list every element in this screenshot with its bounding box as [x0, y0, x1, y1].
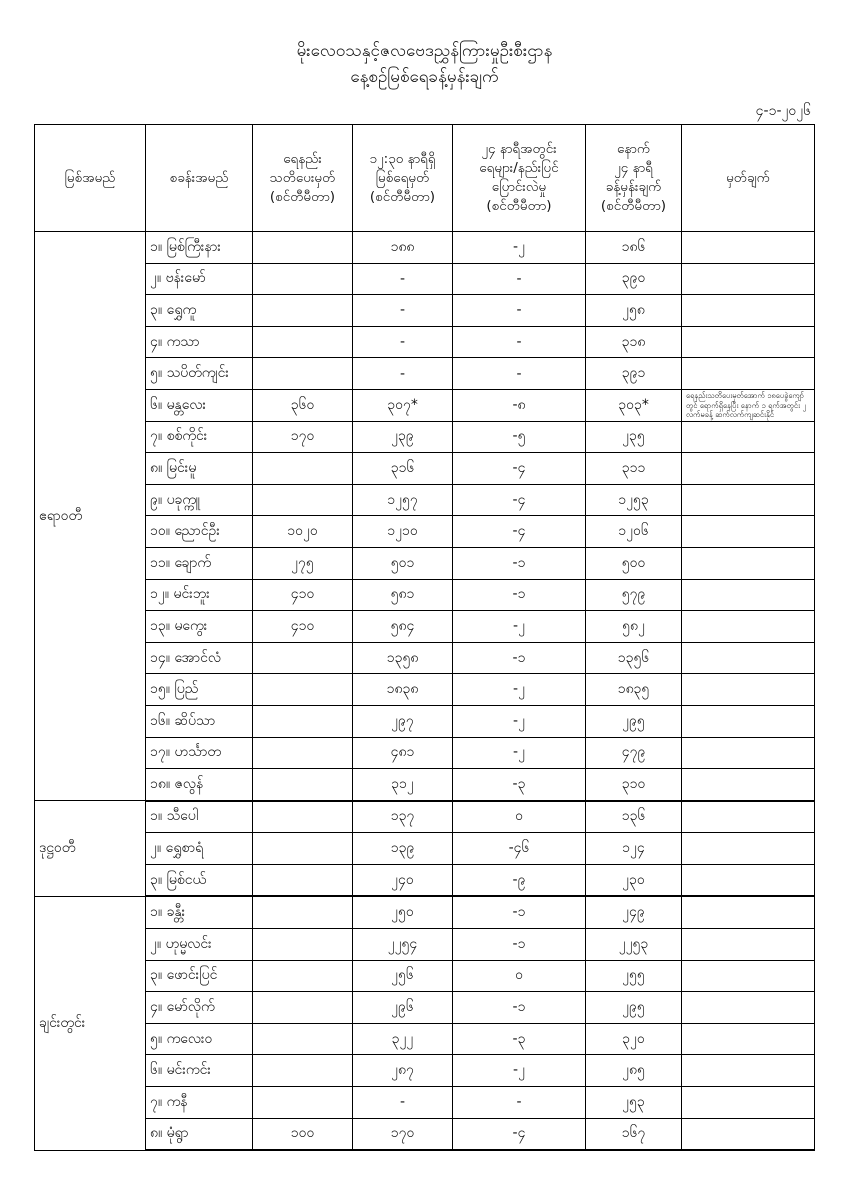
water-level-cell: ၂၅၀	[353, 896, 453, 928]
warning-level-cell: ၄၁၀	[253, 611, 353, 643]
station-cell: ၈။ မုံရွာ	[146, 1118, 253, 1150]
change-cell: -၂	[453, 611, 586, 643]
remark-cell	[682, 1118, 815, 1150]
table-row	[35, 642, 815, 674]
station-cell: ၄။ ကသာ	[146, 326, 253, 358]
remark-cell	[682, 232, 815, 264]
forecast-cell: ၅၀၀	[586, 547, 682, 579]
forecast-cell: ၂၅၈	[586, 295, 682, 327]
station-cell: ၁၁။ ချောက်	[146, 547, 253, 579]
remark-cell	[682, 769, 815, 801]
forecast-cell: ၂၉၅	[586, 992, 682, 1024]
table-row	[35, 484, 815, 516]
forecast-cell: ၃၂၀	[586, 1023, 682, 1055]
table-row	[35, 960, 815, 992]
station-cell: ၁၇။ ဟင်္သာတ	[146, 737, 253, 769]
header-warning-level: ရေနည်း သတိပေးမှတ် (စင်တီမီတာ)	[253, 125, 353, 232]
table-row	[35, 547, 815, 579]
change-cell: -၂	[453, 674, 586, 706]
river-name-cell: ဒုဋ္ဌဝတီ	[35, 801, 146, 897]
warning-level-cell	[253, 992, 353, 1024]
remark-cell	[682, 864, 815, 896]
water-level-cell: ၂၄၀	[353, 864, 453, 896]
table-row	[35, 674, 815, 706]
water-level-cell: ၃၁၂	[353, 769, 453, 801]
station-cell: ၃။ မြစ်ငယ်	[146, 864, 253, 896]
station-cell: ၁။ ခန္တီး	[146, 896, 253, 928]
remark-cell	[682, 801, 815, 833]
warning-level-cell	[253, 295, 353, 327]
remark-cell	[682, 737, 815, 769]
table-row	[35, 705, 815, 737]
warning-level-cell	[253, 1023, 353, 1055]
remark-cell	[682, 295, 815, 327]
change-cell: -	[453, 326, 586, 358]
table-row	[35, 769, 815, 801]
forecast-cell: ၁၂၀၆	[586, 516, 682, 548]
table-row	[35, 896, 815, 928]
station-cell: ၇။ စစ်ကိုင်း	[146, 421, 253, 453]
forecast-cell: ၃၁၀	[586, 769, 682, 801]
remark-cell	[682, 896, 815, 928]
river-name-cell: ဧရာဝတီ	[35, 232, 146, 801]
header-water-level: ၁၂:၃၀ နာရီရှိ မြစ်ရေမှတ် (စင်တီမီတာ)	[353, 125, 453, 232]
forecast-cell: ၁၃၅၆	[586, 642, 682, 674]
station-cell: ၁၆။ ဆိပ်သာ	[146, 705, 253, 737]
warning-level-cell: ၂၇၅	[253, 547, 353, 579]
table-row	[35, 864, 815, 896]
station-cell: ၂။ ဗန်းမော်	[146, 263, 253, 295]
change-cell: -၂	[453, 737, 586, 769]
header-forecast: နောက် ၂၄ နာရီ ခန့်မှန်းချက် (စင်တီမီတာ)	[586, 125, 682, 232]
forecast-cell: ၁၂၄	[586, 833, 682, 865]
remark-cell	[682, 358, 815, 390]
warning-level-cell: ၁၀၂၀	[253, 516, 353, 548]
warning-level-cell: ၁၀၀	[253, 1118, 353, 1150]
warning-level-cell: ၁၇၀	[253, 421, 353, 453]
change-cell: -၄	[453, 1118, 586, 1150]
change-cell: -	[453, 358, 586, 390]
remark-cell	[682, 263, 815, 295]
station-cell: ၁။ သီပေါ	[146, 801, 253, 833]
water-level-cell: ၅၈၁	[353, 579, 453, 611]
table-row	[35, 929, 815, 961]
warning-level-cell	[253, 737, 353, 769]
table-row	[35, 737, 815, 769]
warning-level-cell	[253, 674, 353, 706]
report-title: နေ့စဉ်မြစ်ရေခန့်မှန်းချက်	[350, 67, 499, 87]
table-row	[35, 1055, 815, 1087]
table-row	[35, 579, 815, 611]
station-cell: ၉။ ပခုက္ကူ	[146, 484, 253, 516]
station-cell: ၈။ မြင်းမူ	[146, 453, 253, 485]
water-level-cell: ၂၃၉	[353, 421, 453, 453]
forecast-cell: ၁၆၇	[586, 1118, 682, 1150]
station-cell: ၄။ မော်လိုက်	[146, 992, 253, 1024]
river-forecast-table	[34, 124, 815, 1151]
change-cell: -၂	[453, 232, 586, 264]
station-cell: ၃။ ဖောင်းပြင်	[146, 960, 253, 992]
change-cell: -၃	[453, 769, 586, 801]
water-level-cell: ၄၈၁	[353, 737, 453, 769]
warning-level-cell	[253, 642, 353, 674]
table-row	[35, 421, 815, 453]
remark-cell	[682, 992, 815, 1024]
forecast-cell: ၂၃၅	[586, 421, 682, 453]
change-cell: -၁	[453, 579, 586, 611]
forecast-cell: ၂၅၅	[586, 960, 682, 992]
water-level-cell: ၂၈၇	[353, 1055, 453, 1087]
remark-cell	[682, 547, 815, 579]
station-cell: ၁၄။ အောင်လံ	[146, 642, 253, 674]
forecast-cell: ၃၁၁	[586, 453, 682, 485]
forecast-cell: ၃၉၀	[586, 263, 682, 295]
water-level-cell: ၂၂၅၄	[353, 929, 453, 961]
station-cell: ၃။ ရွှေကူ	[146, 295, 253, 327]
water-level-cell: ၁၂၁၀	[353, 516, 453, 548]
water-level-cell: -	[353, 326, 453, 358]
station-cell: ၅။ ကလေးဝ	[146, 1023, 253, 1055]
warning-level-cell	[253, 453, 353, 485]
warning-level-cell	[253, 960, 353, 992]
header-station: စခန်းအမည်	[146, 125, 253, 232]
header-24h-change: ၂၄ နာရီအတွင်း ရေများ/နည်းပြင် ပြောင်းလဲမှု (စင်တီမီတာ)	[453, 125, 586, 232]
station-cell: ၁၀။ ညောင်ဦး	[146, 516, 253, 548]
table-row	[35, 992, 815, 1024]
department-title: မိုးလေဝသနှင့်ဇလဗေဒညွှန်ကြားမှုဦးစီးဌာန	[296, 41, 553, 61]
change-cell: -	[453, 1087, 586, 1119]
forecast-cell: ၃၉၁	[586, 358, 682, 390]
forecast-cell: ၃၁၈	[586, 326, 682, 358]
warning-level-cell	[253, 1087, 353, 1119]
table-row	[35, 516, 815, 548]
water-level-cell: ၅၈၄	[353, 611, 453, 643]
change-cell: -၄	[453, 516, 586, 548]
remark-cell	[682, 484, 815, 516]
station-cell: ၆။ မင်းကင်း	[146, 1055, 253, 1087]
change-cell: ၀	[453, 960, 586, 992]
warning-level-cell	[253, 1055, 353, 1087]
water-level-cell: -	[353, 295, 453, 327]
change-cell: -၁	[453, 642, 586, 674]
table-row	[35, 263, 815, 295]
change-cell: -	[453, 263, 586, 295]
water-level-cell: ၁၃၇	[353, 801, 453, 833]
header-river: မြစ်အမည်	[35, 125, 146, 232]
remark-cell: ရေနည်းသတိပေးမှတ်အောက် ၁၈ပေခွဲကျော်တွင် ရောက်ရှိနေပြီး နောက် ၁ ရက်အတွင်း ၂ လက်မခန့် ဆက်လက်ကျဆင်းနိုင်	[682, 389, 815, 421]
table-row	[35, 326, 815, 358]
station-cell: ၁၃။ မကွေး	[146, 611, 253, 643]
table-row	[35, 611, 815, 643]
water-level-cell: ၁၇၀	[353, 1118, 453, 1150]
station-cell: ၁၅။ ပြည်	[146, 674, 253, 706]
forecast-cell: ၂၈၅	[586, 1055, 682, 1087]
table-row	[35, 232, 815, 264]
change-cell: -၁	[453, 929, 586, 961]
water-level-cell: ၂၉၆	[353, 992, 453, 1024]
water-level-cell: ၁၃၉	[353, 833, 453, 865]
water-level-cell: ၂၉၇	[353, 705, 453, 737]
station-cell: ၇။ ကနီ	[146, 1087, 253, 1119]
table-body	[35, 232, 815, 1151]
remark-cell	[682, 1023, 815, 1055]
forecast-cell: ၂၄၉	[586, 896, 682, 928]
table-row	[35, 1087, 815, 1119]
warning-level-cell	[253, 484, 353, 516]
remark-cell	[682, 929, 815, 961]
warning-level-cell	[253, 801, 353, 833]
forecast-cell: ၂၅၃	[586, 1087, 682, 1119]
remark-cell	[682, 516, 815, 548]
warning-level-cell	[253, 769, 353, 801]
table-row	[35, 833, 815, 865]
warning-level-cell	[253, 232, 353, 264]
water-level-cell: ၁၂၅၇	[353, 484, 453, 516]
table-row	[35, 389, 815, 421]
water-level-cell: ၅၀၁	[353, 547, 453, 579]
warning-level-cell	[253, 864, 353, 896]
forecast-cell: ၅၇၉	[586, 579, 682, 611]
forecast-cell: ၃၀၃*	[586, 389, 682, 421]
warning-level-cell	[253, 896, 353, 928]
change-cell: -၈	[453, 389, 586, 421]
forecast-cell: ၁၈၃၅	[586, 674, 682, 706]
station-cell: ၁၂။ မင်းဘူး	[146, 579, 253, 611]
remark-cell	[682, 1055, 815, 1087]
water-level-cell: ၁၈၈	[353, 232, 453, 264]
station-cell: ၂။ ဟုမ္မလင်း	[146, 929, 253, 961]
change-cell: -၄	[453, 484, 586, 516]
warning-level-cell	[253, 833, 353, 865]
change-cell: -၁	[453, 547, 586, 579]
change-cell: -၃	[453, 1023, 586, 1055]
change-cell: -၁	[453, 992, 586, 1024]
table-row	[35, 1118, 815, 1150]
forecast-cell: ၅၈၂	[586, 611, 682, 643]
warning-level-cell	[253, 705, 353, 737]
station-cell: ၁၈။ ဇလွန်	[146, 769, 253, 801]
station-cell: ၅။ သပိတ်ကျင်း	[146, 358, 253, 390]
change-cell: ၀	[453, 801, 586, 833]
remark-cell	[682, 674, 815, 706]
change-cell: -၂	[453, 705, 586, 737]
change-cell: -၂	[453, 1055, 586, 1087]
change-cell: -၄	[453, 453, 586, 485]
forecast-cell: ၄၇၉	[586, 737, 682, 769]
table-row	[35, 453, 815, 485]
report-date: ၄-၁-၂၀၂၆	[755, 103, 811, 119]
change-cell: -၄၆	[453, 833, 586, 865]
water-level-cell: ၂၅၆	[353, 960, 453, 992]
remark-cell	[682, 421, 815, 453]
warning-level-cell: ၃၆၀	[253, 389, 353, 421]
remark-cell	[682, 642, 815, 674]
water-level-cell: ၃၁၆	[353, 453, 453, 485]
forecast-cell: ၂၂၅၃	[586, 929, 682, 961]
warning-level-cell	[253, 929, 353, 961]
water-level-cell: -	[353, 358, 453, 390]
table-row	[35, 1023, 815, 1055]
forecast-cell: ၂၉၅	[586, 705, 682, 737]
table-row	[35, 358, 815, 390]
change-cell: -	[453, 295, 586, 327]
change-cell: -၅	[453, 421, 586, 453]
forecast-cell: ၁၃၆	[586, 801, 682, 833]
warning-level-cell	[253, 358, 353, 390]
water-level-cell: ၃၀၇*	[353, 389, 453, 421]
table-row	[35, 801, 815, 833]
remark-cell	[682, 960, 815, 992]
warning-level-cell	[253, 326, 353, 358]
change-cell: -၁	[453, 896, 586, 928]
remark-cell	[682, 453, 815, 485]
remark-cell	[682, 1087, 815, 1119]
remark-cell	[682, 579, 815, 611]
remark-cell	[682, 326, 815, 358]
table-row	[35, 295, 815, 327]
water-level-cell: ၃၂၂	[353, 1023, 453, 1055]
warning-level-cell: ၄၁၀	[253, 579, 353, 611]
river-name-cell: ချင်းတွင်း	[35, 896, 146, 1150]
station-cell: ၆။ မန္တလေး	[146, 389, 253, 421]
header-remark: မှတ်ချက်	[682, 125, 815, 232]
water-level-cell: -	[353, 263, 453, 295]
forecast-cell: ၁၂၅၃	[586, 484, 682, 516]
remark-cell	[682, 611, 815, 643]
station-cell: ၂။ ရွှေစာရံ	[146, 833, 253, 865]
water-level-cell: ၁၈၃၈	[353, 674, 453, 706]
water-level-cell: ၁၃၅၈	[353, 642, 453, 674]
table-header-row	[35, 125, 815, 232]
change-cell: -၉	[453, 864, 586, 896]
remark-cell	[682, 833, 815, 865]
water-level-cell: -	[353, 1087, 453, 1119]
station-cell: ၁။ မြစ်ကြီးနား	[146, 232, 253, 264]
warning-level-cell	[253, 263, 353, 295]
forecast-cell: ၁၈၆	[586, 232, 682, 264]
forecast-cell: ၂၃၀	[586, 864, 682, 896]
remark-cell	[682, 705, 815, 737]
